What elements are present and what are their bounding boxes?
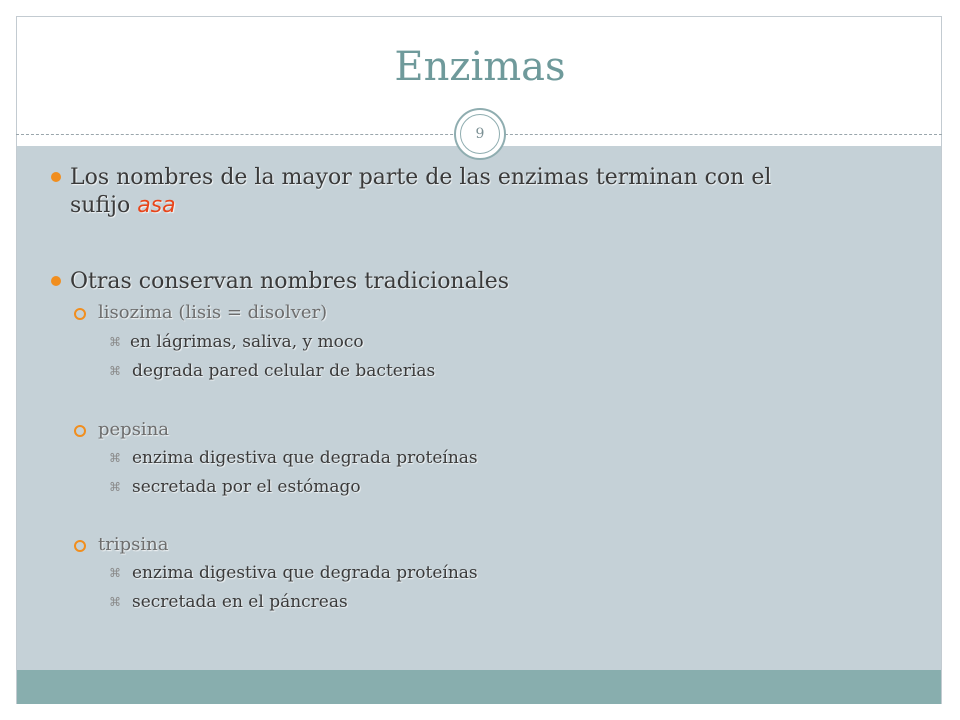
detail-tripsina-2: secretada en el páncreas [132, 592, 348, 612]
detail-tripsina-1: enzima digestiva que degrada proteínas [132, 563, 478, 583]
cross-bullet-icon: ⌘ [109, 480, 121, 494]
enzyme-tripsina: tripsina [98, 534, 169, 555]
bullet-1-prefix: sufijo [70, 193, 138, 218]
page-number-badge [454, 108, 506, 160]
enzyme-pepsina: pepsina [98, 419, 170, 440]
enzyme-lisozima: lisozima (lisis = disolver) [98, 302, 328, 323]
slide-title: Enzimas [394, 44, 566, 90]
suffix-highlight: asa [137, 193, 176, 218]
cross-bullet-icon: ⌘ [109, 595, 121, 609]
detail-lisozima-2: degrada pared celular de bacterias [132, 361, 436, 381]
bullet-2-text: Otras conservan nombres tradicionales [70, 269, 510, 294]
page-number: 9 [460, 114, 500, 154]
filled-circle-bullet-icon [51, 276, 61, 286]
filled-circle-bullet-icon [51, 172, 61, 182]
ring-bullet-icon [74, 308, 86, 320]
ring-bullet-icon [74, 540, 86, 552]
cross-bullet-icon: ⌘ [109, 566, 121, 580]
cross-bullet-icon: ⌘ [109, 451, 121, 465]
detail-pepsina-2: secretada por el estómago [132, 477, 361, 497]
bullet-1-line-1: Los nombres de la mayor parte de las enzimas terminan con el [70, 165, 772, 190]
detail-lisozima-1: en lágrimas, saliva, y moco [130, 332, 364, 352]
cross-bullet-icon: ⌘ [109, 364, 121, 378]
bullet-1-line-2 [70, 193, 176, 219]
ring-bullet-icon [74, 425, 86, 437]
footer-bar [17, 670, 941, 704]
cross-bullet-icon: ⌘ [109, 335, 121, 349]
detail-pepsina-1: enzima digestiva que degrada proteínas [132, 448, 478, 468]
